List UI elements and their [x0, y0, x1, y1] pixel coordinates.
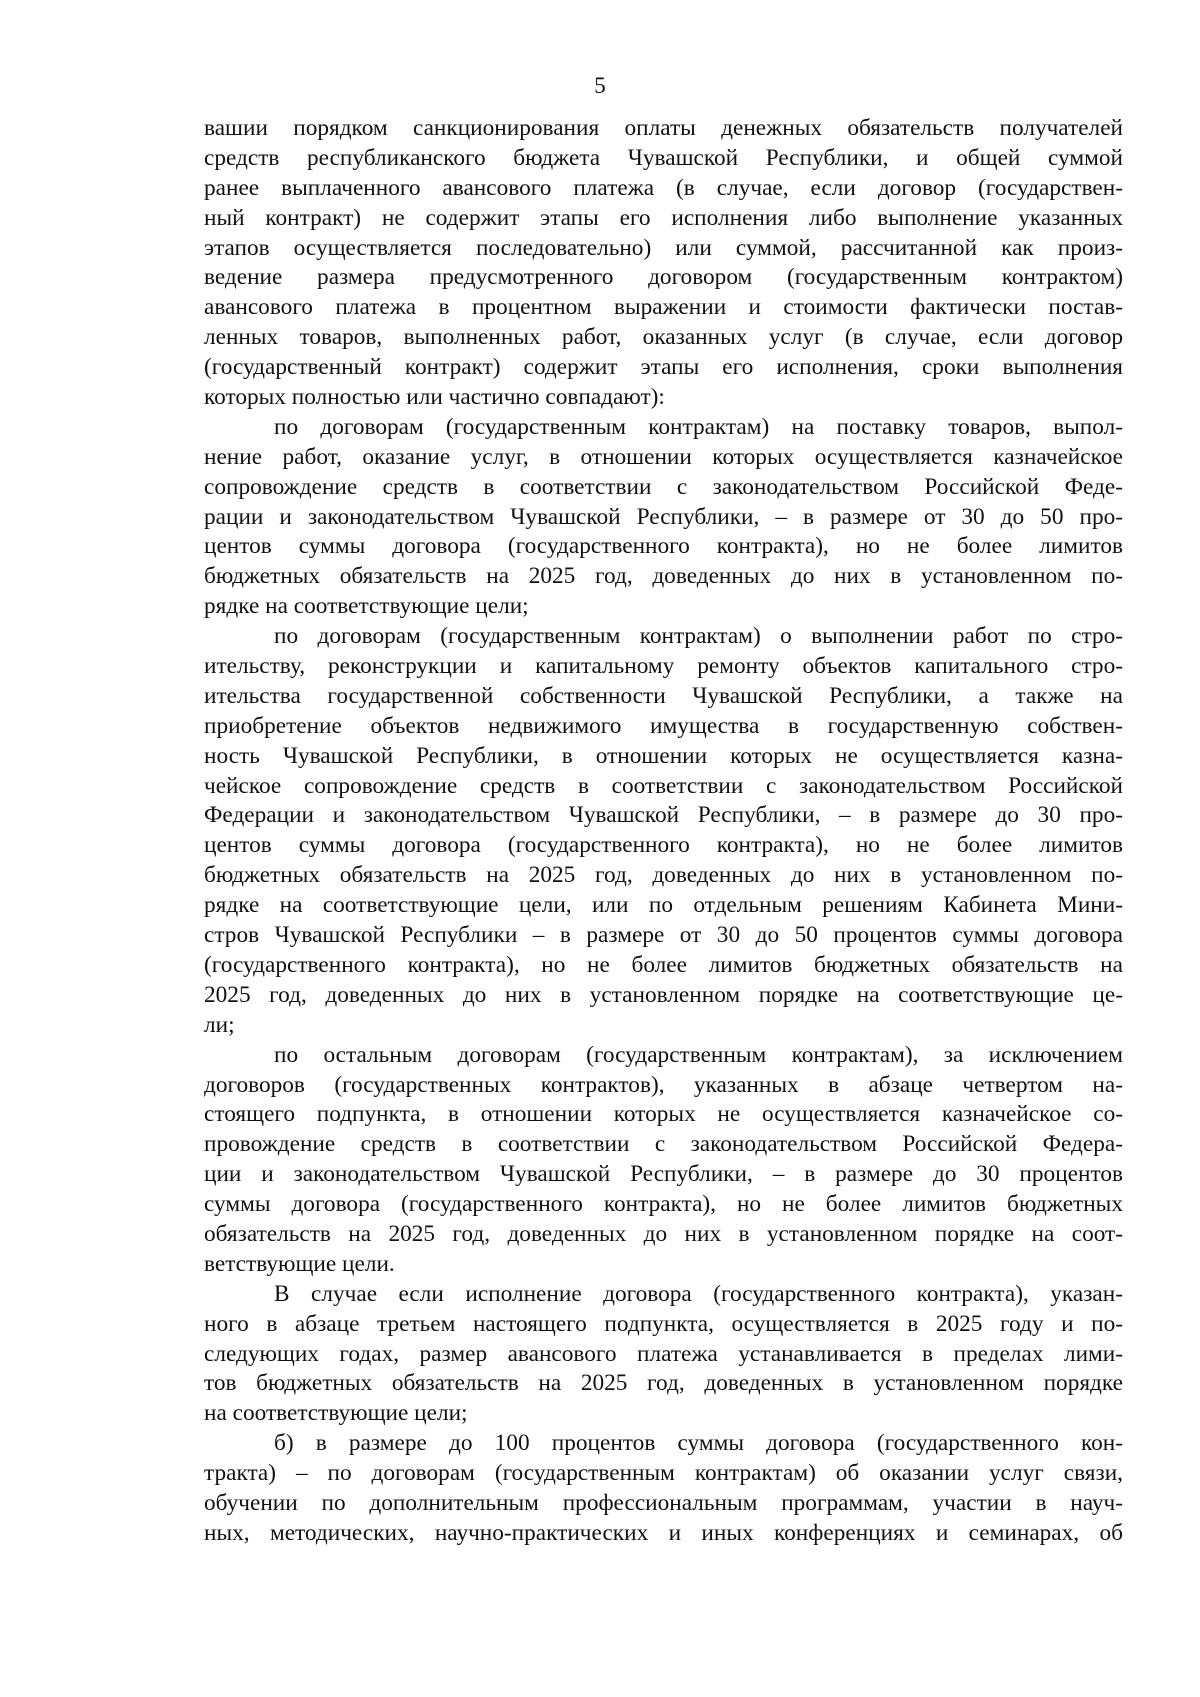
- text-line: по договорам (государственным контрактам) на поставку товаров, выпол-: [274, 413, 1123, 440]
- body-text: [204, 114, 1123, 1549]
- text-line: ветствующие цели.: [204, 1250, 395, 1277]
- text-line: обязательств на 2025 год, доведенных до них в установленном порядке на соот-: [204, 1220, 1123, 1247]
- text-line: ительству, реконструкции и капитальному ремонту объектов капитального стро-: [204, 653, 1123, 680]
- text-line: провождение средств в соответствии с законодательством Российской Федера-: [204, 1131, 1123, 1158]
- text-line: договоров (государственных контрактов), указанных в абзаце четвертом на-: [204, 1071, 1123, 1098]
- text-line: 2025 год, доведенных до них в установленном порядке на соответствующие це-: [204, 981, 1123, 1008]
- text-line: авансового платежа в процентном выражении и стоимости фактически постав-: [204, 294, 1123, 321]
- text-line: Федерации и законодательством Чувашской Республики, – в размере до 30 про-: [204, 802, 1123, 829]
- text-line: центов суммы договора (государственного контракта), но не более лимитов: [204, 832, 1123, 859]
- text-line: по остальным договорам (государственным контрактам), за исключением: [274, 1041, 1123, 1068]
- text-line: ведение размера предусмотренного договором (государственным контрактом): [204, 264, 1123, 291]
- page-number: 5: [594, 73, 606, 98]
- text-line: ных, методических, научно-практических и иных конференциях и семинарах, об: [204, 1519, 1123, 1546]
- text-line: ного в абзаце третьем настоящего подпункта, осуществляется в 2025 году и по-: [204, 1310, 1123, 1337]
- text-line: (государственного контракта), но не более лимитов бюджетных обязательств на: [204, 951, 1123, 978]
- text-line: этапов осуществляется последовательно) или суммой, рассчитанной как произ-: [204, 234, 1123, 261]
- text-line: средств республиканского бюджета Чувашской Республики, и общей суммой: [204, 144, 1123, 171]
- text-line: нение работ, оказание услуг, в отношении которых осуществляется казначейское: [204, 443, 1123, 470]
- text-line: (государственный контракт) содержит этапы его исполнения, сроки выполнения: [204, 354, 1123, 381]
- text-line: стоящего подпункта, в отношении которых не осуществляется казначейское со-: [204, 1101, 1123, 1128]
- text-line: на соответствующие цели;: [204, 1400, 468, 1427]
- text-line: вашии порядком санкционирования оплаты денежных обязательств получателей: [204, 115, 1123, 141]
- text-line: ительства государственной собственности Чувашской Республики, а также на: [204, 682, 1123, 709]
- text-line: ность Чувашской Республики, в отношении которых не осуществляется казна-: [204, 742, 1123, 769]
- text-line: обучении по дополнительным профессиональным программам, участии в науч-: [204, 1489, 1123, 1516]
- text-line: приобретение объектов недвижимого имущества в государственную собствен-: [204, 712, 1123, 739]
- text-line: стров Чувашской Республики – в размере от 30 до 50 процентов суммы договора: [204, 922, 1123, 949]
- text-line: по договорам (государственным контрактам) о выполнении работ по стро-: [274, 623, 1123, 650]
- text-line: рядке на соответствующие цели;: [204, 593, 529, 620]
- text-line: сопровождение средств в соответствии с законодательством Российской Феде-: [204, 473, 1123, 500]
- text-line: суммы договора (государственного контракта), но не более лимитов бюджетных: [204, 1191, 1123, 1218]
- text-line: бюджетных обязательств на 2025 год, доведенных до них в установленном по-: [204, 862, 1123, 889]
- text-line: центов суммы договора (государственного контракта), но не более лимитов: [204, 533, 1123, 560]
- text-line: чейское сопровождение средств в соответствии с законодательством Российской: [204, 772, 1123, 799]
- text-line: ранее выплаченного авансового платежа (в случае, если договор (государствен-: [204, 174, 1123, 201]
- text-line: ленных товаров, выполненных работ, оказанных услуг (в случае, если договор: [204, 324, 1123, 351]
- text-line: б) в размере до 100 процентов суммы договора (государственного кон-: [274, 1430, 1123, 1457]
- text-line: ции и законодательством Чувашской Республики, – в размере до 30 процентов: [204, 1161, 1123, 1188]
- text-line: ли;: [204, 1011, 235, 1038]
- text-line: тракта) – по договорам (государственным контрактам) об оказании услуг связи,: [204, 1460, 1123, 1487]
- text-line: которых полностью или частично совпадают):: [204, 384, 665, 411]
- text-line: следующих годах, размер авансового платежа устанавливается в пределах лими-: [204, 1340, 1123, 1367]
- text-line: рации и законодательством Чувашской Республики, – в размере от 30 до 50 про-: [204, 503, 1123, 530]
- text-line: тов бюджетных обязательств на 2025 год, доведенных в установленном порядке: [204, 1370, 1123, 1397]
- text-line: рядке на соответствующие цели, или по отдельным решениям Кабинета Мини-: [204, 892, 1123, 919]
- text-line: В случае если исполнение договора (государственного контракта), указан-: [274, 1280, 1123, 1307]
- text-line: ный контракт) не содержит этапы его исполнения либо выполнение указанных: [204, 204, 1123, 231]
- text-line: бюджетных обязательств на 2025 год, доведенных до них в установленном по-: [204, 563, 1123, 590]
